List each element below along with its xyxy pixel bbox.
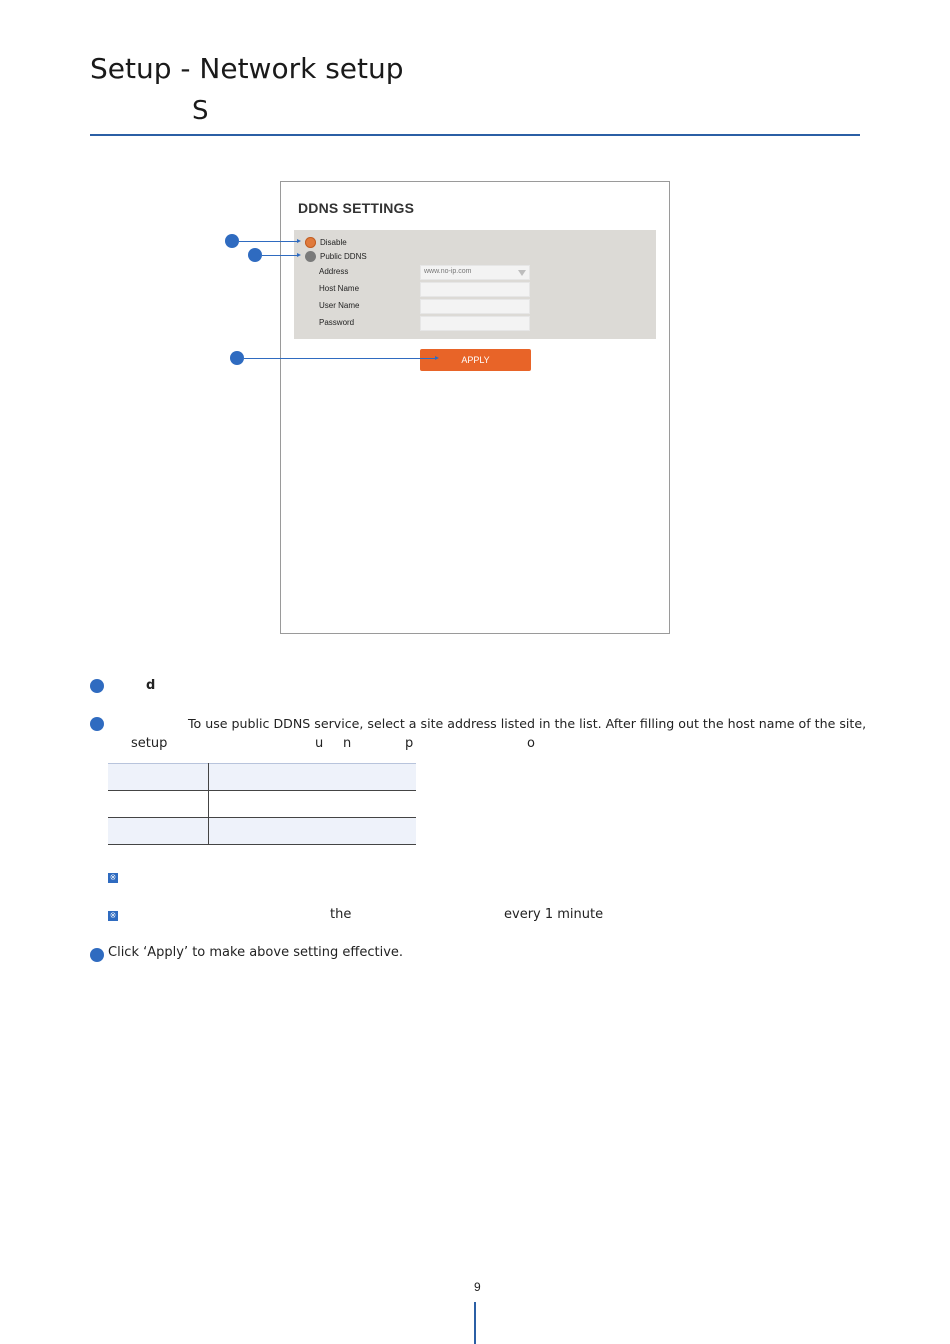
address-label: Address: [319, 267, 349, 276]
password-label: Password: [319, 318, 355, 327]
table-row: [108, 791, 416, 818]
item-2-fragment-o: o: [527, 736, 535, 751]
item-2-fragment-setup: setup: [131, 736, 168, 751]
chevron-down-icon: [518, 270, 526, 276]
ddns-settings-box: [294, 230, 656, 339]
page-number: 9: [474, 1280, 481, 1294]
radio-public-ddns-label: Public DDNS: [320, 252, 367, 261]
callout-3-marker: [230, 351, 244, 365]
note-2-fragment-minute: every 1 minute: [504, 907, 604, 922]
radio-disable-row[interactable]: [305, 237, 347, 248]
callout-1-line: [239, 241, 297, 242]
item-2-bullet: [90, 717, 104, 731]
callout-1-marker: [225, 234, 239, 248]
callout-1-arrow-icon: [297, 239, 301, 243]
page-title: Setup - Network setup: [90, 52, 404, 85]
page-subtitle: S: [192, 96, 209, 126]
item-1-bullet: [90, 679, 104, 693]
radio-public-ddns[interactable]: [305, 251, 316, 262]
radio-disable-label: Disable: [320, 238, 347, 247]
address-select-value: www.no-ip.com: [424, 268, 472, 275]
radio-disable[interactable]: [305, 237, 316, 248]
ddns-settings-panel: [280, 181, 670, 634]
item-2-fragment-p: p: [405, 736, 414, 751]
table-row: [108, 818, 416, 845]
user-name-input[interactable]: [420, 299, 530, 314]
item-2-line-1: To use public DDNS service, select a site address listed in the list. After filling out the host name of the site,: [188, 716, 867, 731]
ddns-info-table: [108, 763, 416, 845]
item-2-fragment-n: n: [343, 736, 352, 751]
title-divider: [90, 134, 860, 136]
footer-divider: [474, 1302, 476, 1344]
item-3-bullet: [90, 948, 104, 962]
note-2-icon: ※: [109, 911, 117, 920]
callout-2-arrow-icon: [297, 253, 301, 257]
password-input[interactable]: [420, 316, 530, 331]
callout-2-marker: [248, 248, 262, 262]
callout-2-line: [262, 255, 297, 256]
host-name-label: Host Name: [319, 284, 360, 293]
item-1-text: d: [146, 678, 156, 693]
callout-3-arrow-icon: [435, 356, 439, 360]
address-select[interactable]: [420, 265, 530, 280]
table-row: [108, 764, 416, 791]
host-name-input[interactable]: [420, 282, 530, 297]
note-1-icon: ※: [109, 873, 117, 882]
ddns-settings-title: DDNS SETTINGS: [298, 200, 415, 216]
note-2-fragment-the: the: [330, 907, 352, 922]
radio-public-ddns-row[interactable]: [305, 251, 367, 262]
item-3-text: Click ‘Apply’ to make above setting effective.: [108, 945, 404, 960]
user-name-label: User Name: [319, 301, 360, 310]
callout-3-line: [244, 358, 435, 359]
apply-button[interactable]: APPLY: [420, 349, 531, 371]
item-2-fragment-u: u: [315, 736, 324, 751]
